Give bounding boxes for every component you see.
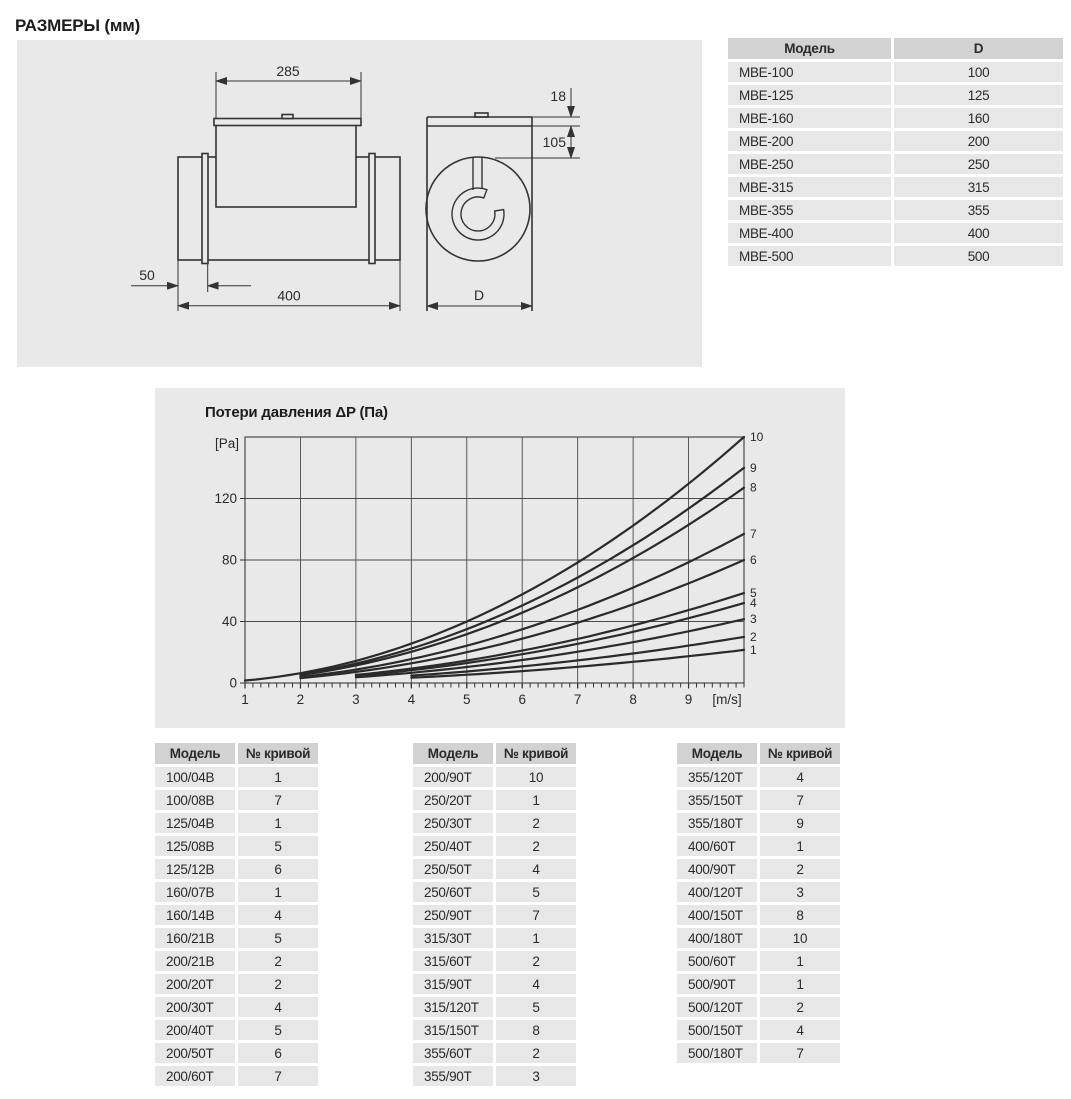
value-cell: 9 xyxy=(760,813,840,833)
table-row xyxy=(677,928,840,948)
table-row xyxy=(413,928,576,948)
model-cell: MBE-500 xyxy=(728,246,891,266)
curve-label-7: 7 xyxy=(750,526,757,541)
table-row xyxy=(413,1020,576,1040)
table-row xyxy=(677,882,840,902)
model-cell: MBE-125 xyxy=(728,85,891,105)
table-row xyxy=(677,813,840,833)
curve-label-10: 10 xyxy=(750,430,764,444)
value-cell: 2 xyxy=(496,1043,576,1063)
value-cell: 125 xyxy=(894,85,1063,105)
value-cell: 5 xyxy=(238,928,318,948)
model-cell: 250/30Т xyxy=(413,813,493,833)
x-tick-label: 4 xyxy=(407,692,416,707)
model-cell: 125/08В xyxy=(155,836,235,856)
table-row xyxy=(728,223,1063,243)
curve-label-5: 5 xyxy=(750,586,757,601)
model-cell: 250/60Т xyxy=(413,882,493,902)
table-row xyxy=(155,997,318,1017)
table-row xyxy=(413,859,576,879)
value-cell: 250 xyxy=(894,154,1063,174)
value-cell: 1 xyxy=(238,882,318,902)
table-row xyxy=(728,108,1063,128)
model-cell: 355/60Т xyxy=(413,1043,493,1063)
value-cell: 2 xyxy=(238,951,318,971)
model-diameter-table xyxy=(725,35,1066,269)
model-cell: 200/40Т xyxy=(155,1020,235,1040)
model-cell: MBE-100 xyxy=(728,62,891,82)
duct-front-view xyxy=(178,115,400,264)
table-row xyxy=(413,813,576,833)
table-row xyxy=(155,1043,318,1063)
table-row xyxy=(413,905,576,925)
model-cell: 355/180Т xyxy=(677,813,757,833)
column-header: № кривой xyxy=(760,743,840,764)
model-cell: 200/90Т xyxy=(413,767,493,787)
model-cell: 315/120Т xyxy=(413,997,493,1017)
curve-label-6: 6 xyxy=(750,553,757,567)
value-cell: 1 xyxy=(760,951,840,971)
value-cell: 3 xyxy=(496,1066,576,1086)
model-cell: 200/20Т xyxy=(155,974,235,994)
terminal-box xyxy=(216,125,356,207)
value-cell: 5 xyxy=(238,1020,318,1040)
value-cell: 2 xyxy=(760,997,840,1017)
table-row xyxy=(413,997,576,1017)
table-row xyxy=(413,790,576,810)
y-tick-label: 80 xyxy=(221,552,237,568)
table-row xyxy=(677,836,840,856)
value-cell: 2 xyxy=(238,974,318,994)
table-row xyxy=(728,154,1063,174)
value-cell: 4 xyxy=(238,997,318,1017)
value-cell: 2 xyxy=(496,813,576,833)
model-cell: MBE-250 xyxy=(728,154,891,174)
table-row xyxy=(155,974,318,994)
model-cell: 500/90Т xyxy=(677,974,757,994)
table-row xyxy=(413,974,576,994)
x-tick-label: 7 xyxy=(573,692,582,707)
value-cell: 4 xyxy=(760,767,840,787)
model-cell: MBE-315 xyxy=(728,177,891,197)
value-cell: 1 xyxy=(496,928,576,948)
table-row xyxy=(413,1043,576,1063)
curve-4 xyxy=(356,603,744,676)
value-cell: 5 xyxy=(496,882,576,902)
value-cell: 1 xyxy=(496,790,576,810)
model-cell: 500/150Т xyxy=(677,1020,757,1040)
x-tick-label: 2 xyxy=(296,692,305,707)
value-cell: 8 xyxy=(496,1020,576,1040)
model-cell: MBE-355 xyxy=(728,200,891,220)
dim-D: D xyxy=(473,287,485,303)
model-cell: 200/30Т xyxy=(155,997,235,1017)
curve-label-1: 1 xyxy=(750,642,757,657)
value-cell: 1 xyxy=(238,813,318,833)
table-row xyxy=(155,813,318,833)
model-cell: 250/50Т xyxy=(413,859,493,879)
model-cell: MBE-160 xyxy=(728,108,891,128)
column-header: Модель xyxy=(728,38,891,59)
curve-10 xyxy=(245,437,744,681)
table-row xyxy=(155,767,318,787)
model-cell: 160/21В xyxy=(155,928,235,948)
dim-50: 50 xyxy=(139,267,155,283)
dim-400: 400 xyxy=(277,287,301,304)
table-row xyxy=(677,905,840,925)
model-cell: 400/150Т xyxy=(677,905,757,925)
table-row xyxy=(728,62,1063,82)
table-row xyxy=(728,131,1063,151)
model-cell: 500/180Т xyxy=(677,1043,757,1063)
value-cell: 7 xyxy=(238,1066,318,1086)
column-header: D xyxy=(894,38,1063,59)
table-row xyxy=(155,790,318,810)
y-tick-label: 120 xyxy=(214,491,237,506)
table-row xyxy=(413,1066,576,1086)
model-cell: 400/180Т xyxy=(677,928,757,948)
model-cell: 160/07В xyxy=(155,882,235,902)
y-tick-label: 40 xyxy=(221,614,237,629)
x-axis-unit: [m/s] xyxy=(712,692,742,707)
table-row xyxy=(155,951,318,971)
table-row xyxy=(677,790,840,810)
value-cell: 100 xyxy=(894,62,1063,82)
column-header: № кривой xyxy=(496,743,576,764)
table-row xyxy=(677,767,840,787)
value-cell: 3 xyxy=(760,882,840,902)
table-row xyxy=(677,951,840,971)
table-row xyxy=(413,951,576,971)
page-title: РАЗМЕРЫ (мм) xyxy=(15,16,141,36)
model-cell: 500/120Т xyxy=(677,997,757,1017)
model-cell: 355/90Т xyxy=(413,1066,493,1086)
model-cell: 160/14В xyxy=(155,905,235,925)
x-tick-label: 1 xyxy=(241,692,249,707)
table-row xyxy=(155,882,318,902)
value-cell: 1 xyxy=(760,974,840,994)
table-row xyxy=(155,905,318,925)
curve-table-3 xyxy=(674,740,843,1066)
heater-element-symbol xyxy=(452,158,504,241)
model-cell: 250/20Т xyxy=(413,790,493,810)
y-tick-label: 0 xyxy=(229,675,237,691)
table-row xyxy=(677,1020,840,1040)
value-cell: 2 xyxy=(496,836,576,856)
technical-drawing xyxy=(17,40,702,367)
model-cell: 100/04В xyxy=(155,767,235,787)
table-row xyxy=(413,836,576,856)
value-cell: 4 xyxy=(496,859,576,879)
value-cell: 4 xyxy=(496,974,576,994)
curve-table-2 xyxy=(410,740,579,1089)
model-cell: 100/08В xyxy=(155,790,235,810)
model-cell: 200/21В xyxy=(155,951,235,971)
table-row xyxy=(413,882,576,902)
model-cell: 315/60Т xyxy=(413,951,493,971)
terminal-box-lid xyxy=(214,119,361,126)
value-cell: 5 xyxy=(496,997,576,1017)
table-row xyxy=(677,1043,840,1063)
value-cell: 160 xyxy=(894,108,1063,128)
curve-label-9: 9 xyxy=(750,460,757,475)
table-row xyxy=(155,859,318,879)
curve-table-1 xyxy=(152,740,321,1089)
model-cell: 200/50Т xyxy=(155,1043,235,1063)
model-cell: 500/60Т xyxy=(677,951,757,971)
model-cell: 315/30Т xyxy=(413,928,493,948)
model-cell: 400/90Т xyxy=(677,859,757,879)
model-cell: 355/120Т xyxy=(677,767,757,787)
value-cell: 7 xyxy=(496,905,576,925)
column-header: Модель xyxy=(413,743,493,764)
value-cell: 2 xyxy=(496,951,576,971)
model-cell: 250/40Т xyxy=(413,836,493,856)
lid-knob xyxy=(282,115,293,119)
dim-18: 18 xyxy=(550,88,566,104)
curve-label-2: 2 xyxy=(750,629,757,644)
duct-side-view xyxy=(426,113,532,311)
x-tick-label: 3 xyxy=(352,692,360,707)
model-cell: MBE-200 xyxy=(728,131,891,151)
curve-label-8: 8 xyxy=(750,480,757,495)
table-row xyxy=(677,997,840,1017)
value-cell: 500 xyxy=(894,246,1063,266)
model-cell: 125/04В xyxy=(155,813,235,833)
table-row xyxy=(728,200,1063,220)
dim-285: 285 xyxy=(276,63,300,79)
x-tick-label: 5 xyxy=(463,692,471,707)
y-axis-unit: [Pa] xyxy=(214,436,239,451)
table-row xyxy=(728,177,1063,197)
value-cell: 1 xyxy=(238,767,318,787)
flange-ring-left xyxy=(202,154,208,264)
x-tick-label: 8 xyxy=(629,692,637,707)
model-cell: 125/12В xyxy=(155,859,235,879)
value-cell: 10 xyxy=(496,767,576,787)
value-cell: 315 xyxy=(894,177,1063,197)
curve-label-4: 4 xyxy=(750,596,757,611)
model-cell: MBE-400 xyxy=(728,223,891,243)
value-cell: 2 xyxy=(760,859,840,879)
value-cell: 200 xyxy=(894,131,1063,151)
value-cell: 8 xyxy=(760,905,840,925)
dim-105: 105 xyxy=(542,134,566,150)
value-cell: 400 xyxy=(894,223,1063,243)
value-cell: 1 xyxy=(760,836,840,856)
model-cell: 200/60Т xyxy=(155,1066,235,1086)
model-cell: 400/60Т xyxy=(677,836,757,856)
model-cell: 315/150Т xyxy=(413,1020,493,1040)
value-cell: 6 xyxy=(238,1043,318,1063)
pressure-loss-chart xyxy=(155,388,845,728)
value-cell: 5 xyxy=(238,836,318,856)
value-cell: 7 xyxy=(238,790,318,810)
pressure-curves xyxy=(245,437,744,681)
model-cell: 250/90Т xyxy=(413,905,493,925)
value-cell: 4 xyxy=(760,1020,840,1040)
table-row xyxy=(677,974,840,994)
value-cell: 7 xyxy=(760,790,840,810)
chart-title: Потери давления ΔP (Па) xyxy=(205,404,388,421)
x-tick-label: 9 xyxy=(684,692,693,707)
duct-circle xyxy=(426,157,530,261)
curve-labels xyxy=(750,430,764,657)
table-row xyxy=(413,767,576,787)
table-row xyxy=(728,246,1063,266)
dimensions-drawing-panel xyxy=(17,40,702,367)
column-header: Модель xyxy=(677,743,757,764)
curve-label-3: 3 xyxy=(750,612,757,627)
table-row xyxy=(155,928,318,948)
model-cell: 400/120Т xyxy=(677,882,757,902)
value-cell: 4 xyxy=(238,905,318,925)
column-header: № кривой xyxy=(238,743,318,764)
lid-knob-side xyxy=(475,113,488,117)
table-row xyxy=(155,836,318,856)
table-row xyxy=(155,1020,318,1040)
table-row xyxy=(677,859,840,879)
table-row xyxy=(728,85,1063,105)
value-cell: 10 xyxy=(760,928,840,948)
flange-ring-right xyxy=(369,154,375,264)
value-cell: 7 xyxy=(760,1043,840,1063)
model-cell: 315/90Т xyxy=(413,974,493,994)
column-header: Модель xyxy=(155,743,235,764)
value-cell: 6 xyxy=(238,859,318,879)
value-cell: 355 xyxy=(894,200,1063,220)
x-tick-label: 6 xyxy=(518,692,526,707)
table-row xyxy=(155,1066,318,1086)
pressure-loss-chart-panel xyxy=(155,388,845,728)
model-cell: 355/150Т xyxy=(677,790,757,810)
